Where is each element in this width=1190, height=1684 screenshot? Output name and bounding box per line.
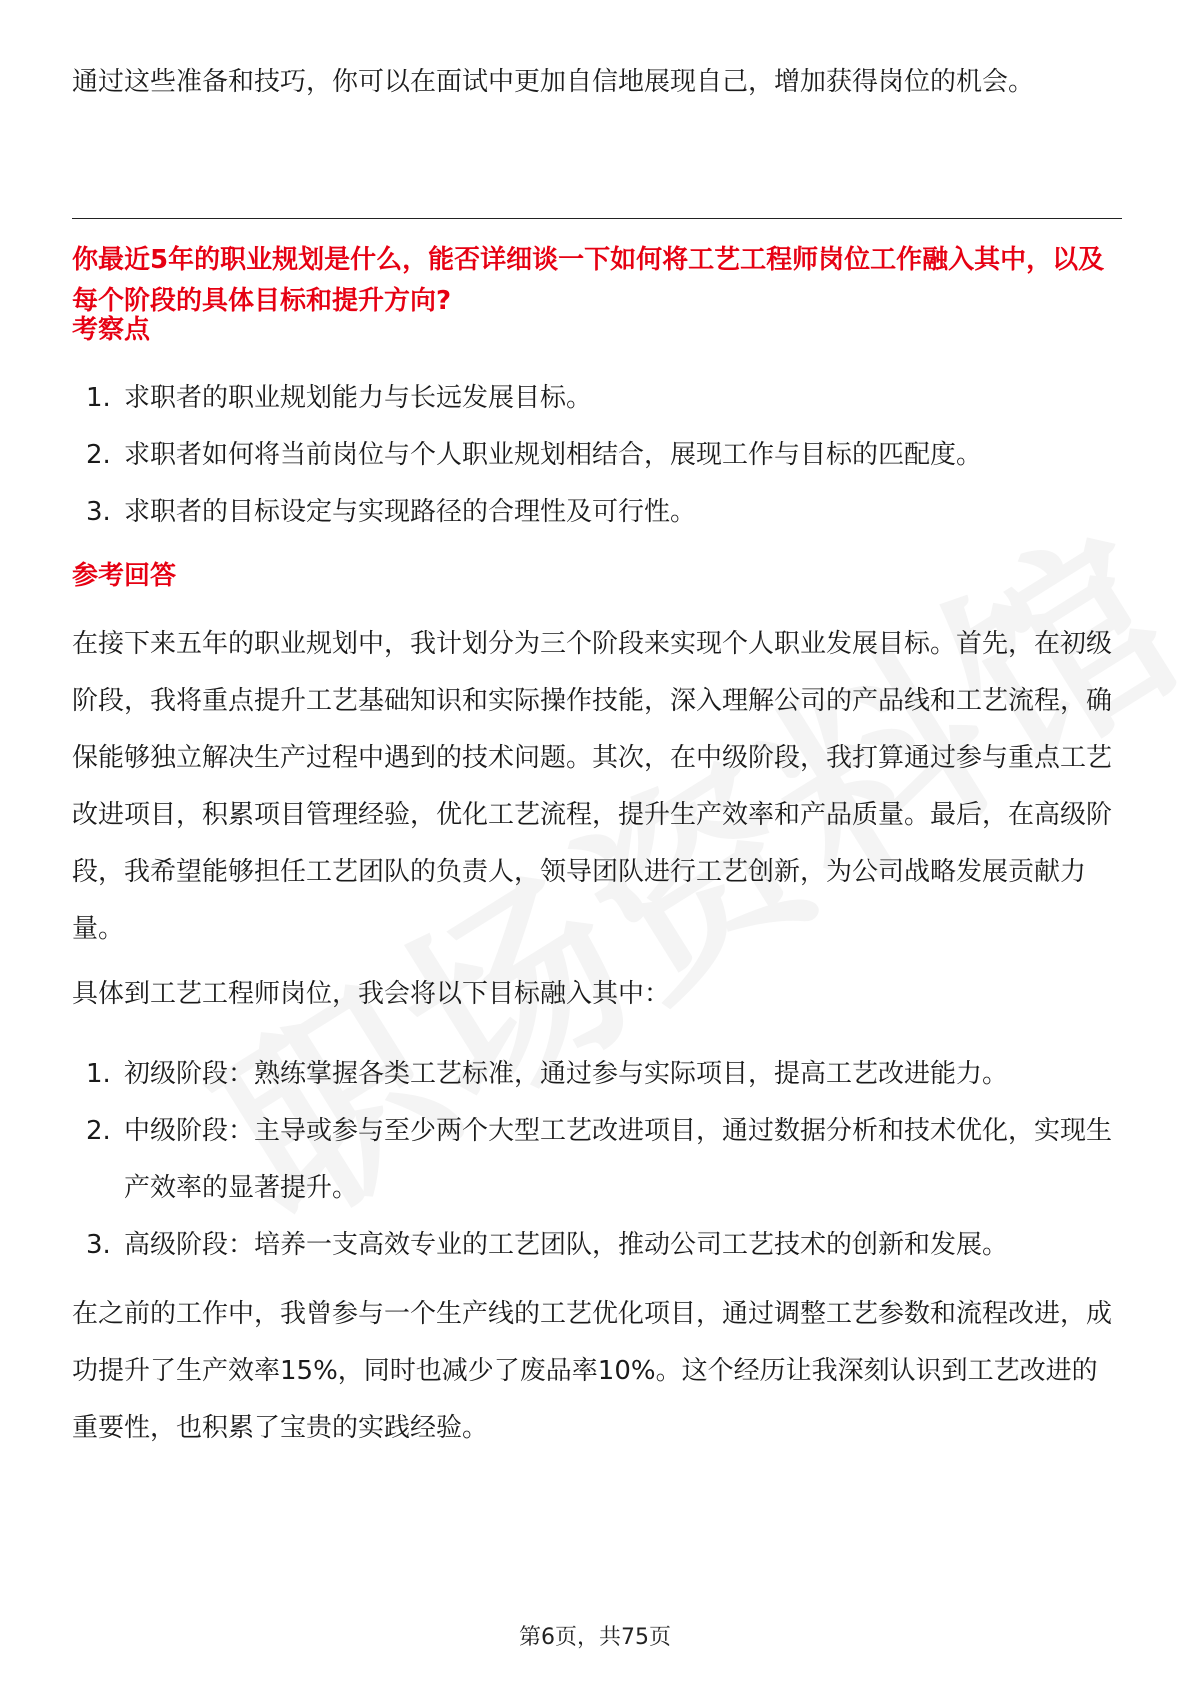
list-item-text: 求职者的职业规划能力与长远发展目标。 (124, 383, 593, 413)
list-item (72, 370, 1122, 427)
answer-paragraph-2: 具体到工艺工程师岗位，我会将以下目标融入其中： (72, 979, 671, 1009)
list-item (72, 1046, 1122, 1103)
list-item (72, 427, 1122, 484)
assessment-points-label: 考察点 (72, 315, 151, 345)
list-item-number: 3. (86, 497, 111, 527)
answer-paragraph-3: 在之前的工作中，我曾参与一个生产线的工艺优化项目，通过调整工艺参数和流程改进，成功提升了生产效率15%，同时也减少了废品率10%。这个经历让我深刻认识到工艺改进的重要性，也积累了宝贵的实践经验。 (72, 1299, 1113, 1443)
intro-paragraph: 通过这些准备和技巧，你可以在面试中更加自信地展现自己，增加获得岗位的机会。 (72, 67, 1035, 97)
answer-paragraph-1: 在接下来五年的职业规划中，我计划分为三个阶段来实现个人职业发展目标。首先，在初级阶段，我将重点提升工艺基础知识和实际操作技能，深入理解公司的产品线和工艺流程，确保能够独立解决生产过程中遇到的技术问题。其次，在中级阶段，我打算通过参与重点工艺改进项目，积累项目管理经验，优化工艺流程，提升生产效率和产品质量。最后，在高级阶段，我希望能够担任工艺团队的负责人，领导团队进行工艺创新，为公司战略发展贡献力量。 (72, 629, 1113, 944)
list-item-number: 3. (86, 1230, 111, 1260)
list-item-number: 2. (86, 1116, 111, 1146)
list-item (72, 1217, 1122, 1274)
stage-goals-list (72, 1046, 1122, 1274)
list-item-text: 求职者的目标设定与实现路径的合理性及可行性。 (124, 497, 697, 527)
list-item (72, 484, 1122, 541)
section-divider (72, 218, 1122, 219)
list-item-text: 中级阶段：主导或参与至少两个大型工艺改进项目，通过数据分析和技术优化，实现生产效率的显著提升。 (124, 1116, 1113, 1203)
question-heading: 你最近5年的职业规划是什么，能否详细谈一下如何将工艺工程师岗位工作融入其中，以及每个阶段的具体目标和提升方向? (72, 245, 1105, 316)
page-number-footer: 第6页，共75页 (519, 1625, 671, 1650)
assessment-points-list (72, 370, 1122, 541)
reference-answer-label: 参考回答 (72, 561, 177, 591)
list-item (72, 1103, 1122, 1217)
list-item-number: 1. (86, 1059, 111, 1089)
list-item-text: 初级阶段：熟练掌握各类工艺标准，通过参与实际项目，提高工艺改进能力。 (124, 1059, 1009, 1089)
list-item-number: 1. (86, 383, 111, 413)
list-item-text: 高级阶段：培养一支高效专业的工艺团队，推动公司工艺技术的创新和发展。 (124, 1230, 1009, 1260)
list-item-text: 求职者如何将当前岗位与个人职业规划相结合，展现工作与目标的匹配度。 (124, 440, 983, 470)
list-item-number: 2. (86, 440, 111, 470)
